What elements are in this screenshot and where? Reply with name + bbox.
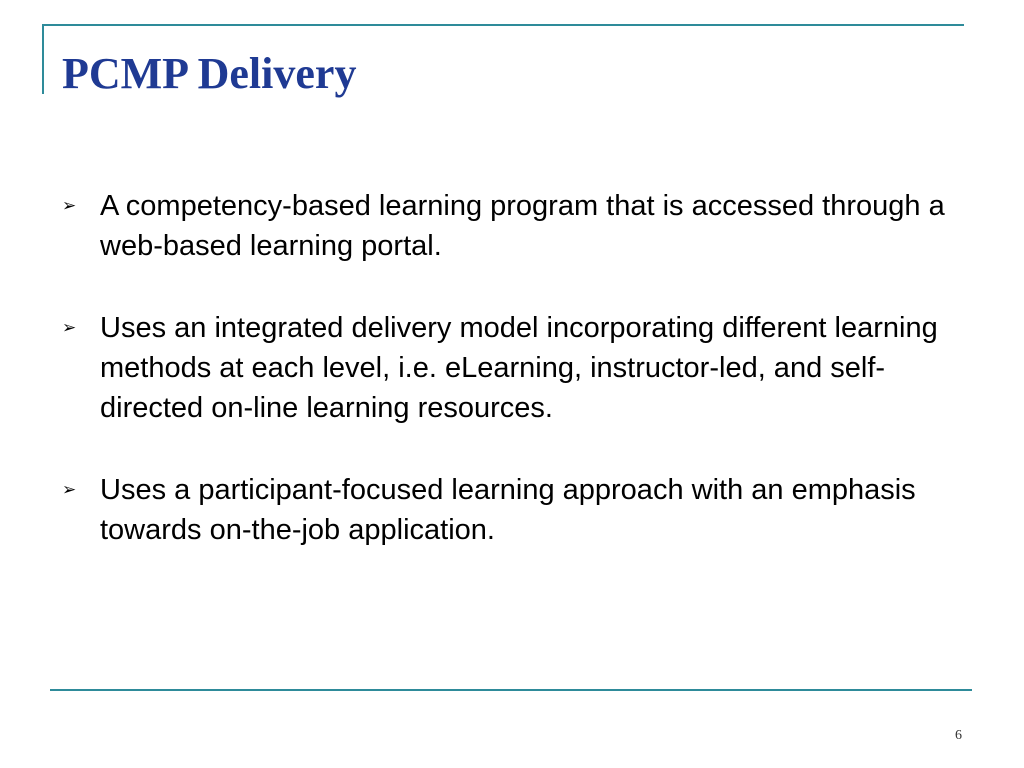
- footer-divider-line: [50, 689, 972, 691]
- arrow-bullet-icon: ➢: [62, 318, 77, 337]
- bullet-item: [62, 308, 972, 428]
- bullet-item: [62, 470, 972, 550]
- bullet-list: [62, 186, 972, 592]
- slide-title: PCMP Delivery: [62, 49, 357, 98]
- title-frame-vertical-line: [42, 24, 44, 94]
- title-frame-top-line: [42, 24, 964, 26]
- page-number: 6: [955, 728, 962, 743]
- bullet-item: [62, 186, 972, 266]
- bullet-text: Uses a participant-focused learning approach with an emphasis towards on-the-job application.: [100, 474, 916, 546]
- bullet-text: A competency-based learning program that is accessed through a web-based learning portal.: [100, 190, 945, 262]
- bullet-text: Uses an integrated delivery model incorporating different learning methods at each level, i.e. eLearning, instructor-led, and self-directed on-line learning resources.: [100, 312, 938, 424]
- arrow-bullet-icon: ➢: [62, 480, 77, 499]
- arrow-bullet-icon: ➢: [62, 196, 77, 215]
